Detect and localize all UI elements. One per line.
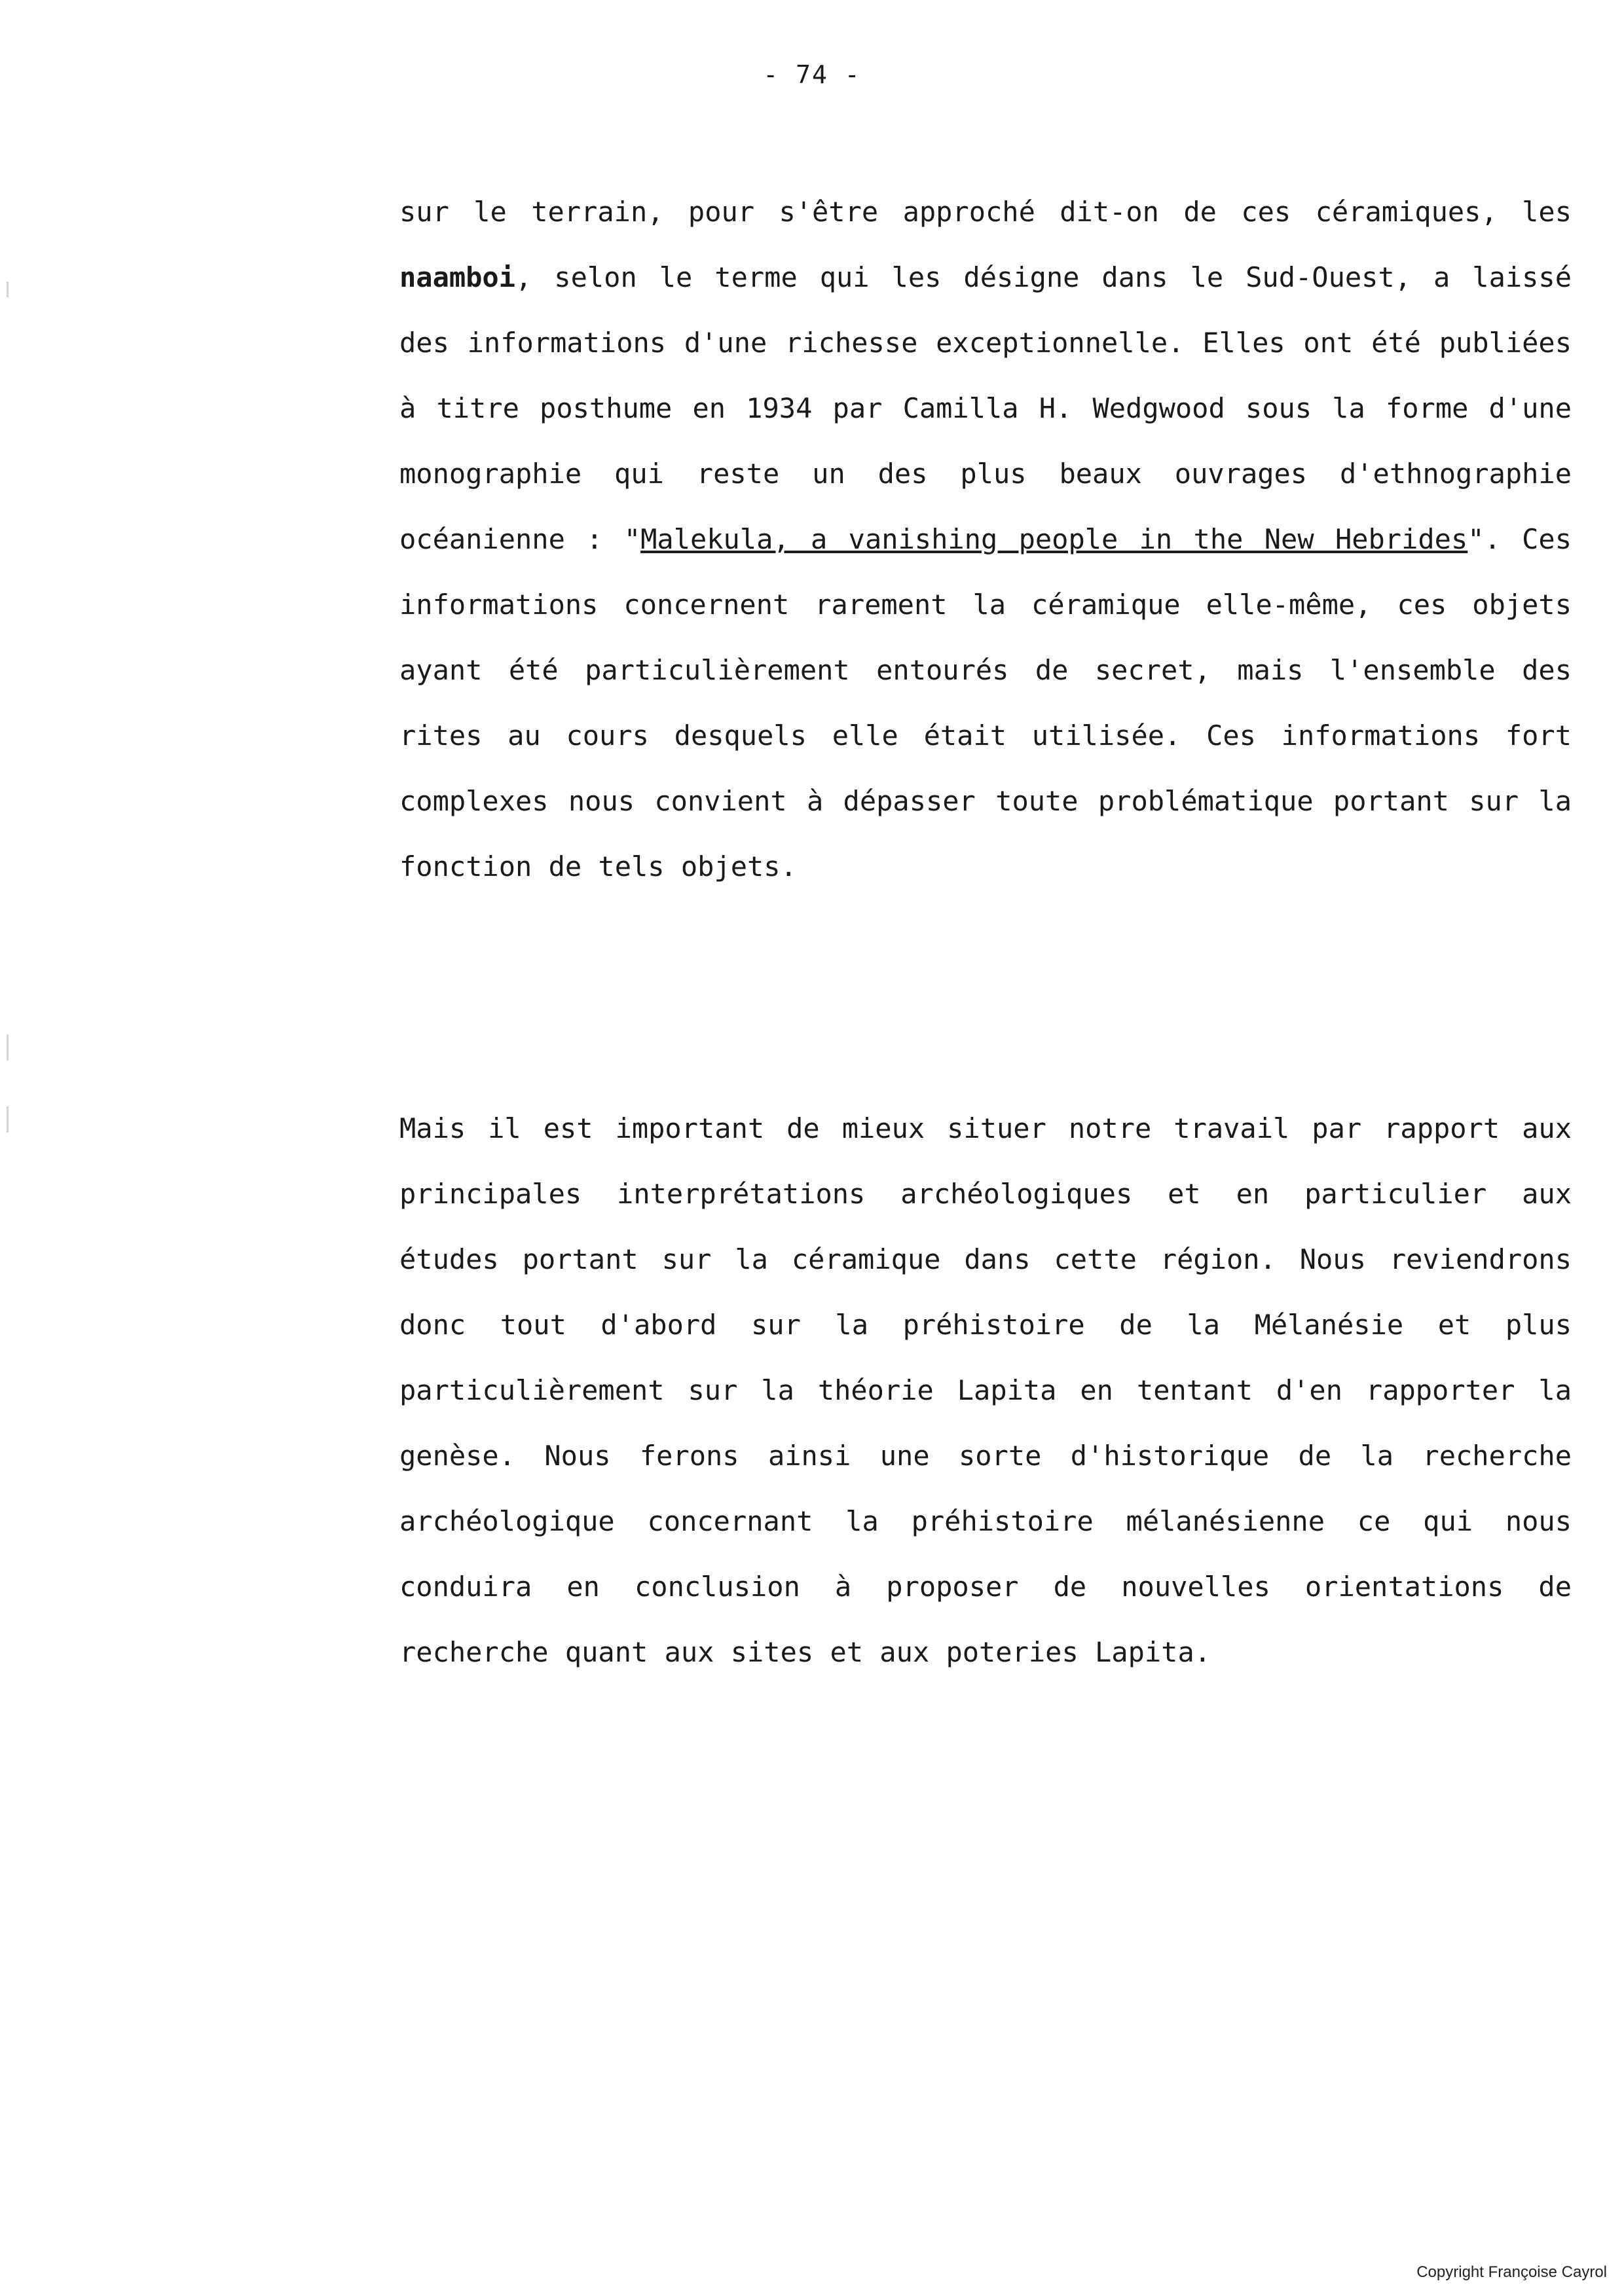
book-title: Malekula, a vanishing people in the New Hebrides [640, 523, 1468, 555]
page-number: - 74 - [763, 60, 861, 89]
paragraph-2-text: Mais il est important de mieux situer notre travail par rapport aux principales interprétations archéologiques et en particulier aux études portant sur la céramique dans cette région. Nous reviendrons donc tout d'abord sur la préhistoire de la Mélanésie et plus particulièrement sur la théorie Lapita en tentant d'en rapporter la genèse. Nous ferons ainsi une sorte d'historique de la recherche archéologique concernant la préhistoire mélanésienne ce qui nous conduira en conclusion à proposer de nouvelles orientations de recherche quant aux sites et aux poteries Lapita. [399, 1112, 1572, 1668]
scan-edge-mark [7, 1106, 9, 1133]
scan-edge-mark [7, 282, 9, 297]
paragraph-1-text [399, 179, 1572, 900]
copyright-notice: Copyright Françoise Cayrol [1416, 2263, 1607, 2281]
paragraph-2 [399, 1096, 1572, 1685]
paragraph-1-ending: ". Ces informations concernent rarement la céramique elle-même, ces objets ayant été particulièrement entourés de secret, mais l'ensemble des rites au cours desquels elle était utilisée. Ces informations fort complexes nous convient à dépasser toute problématique portant sur la fonction de tels objets. [399, 523, 1572, 883]
paragraph-1-after-term: , selon le terme qui les désigne dans le Sud-Ouest, a laissé des informations d'une richesse exceptionnelle. Elles ont été publiées à titre posthume en 1934 par Camilla H. Wedgwood sous la forme d'une monographie qui reste un des plus beaux ouvrages d'ethnographie océanienne : " [399, 261, 1572, 555]
paragraph-1 [399, 179, 1572, 900]
term-naamboi: naamboi [399, 261, 516, 293]
paragraph-1-intro: sur le terrain, pour s'être approché dit-on de ces céramiques, les [399, 196, 1572, 228]
scan-edge-mark [7, 1034, 9, 1061]
